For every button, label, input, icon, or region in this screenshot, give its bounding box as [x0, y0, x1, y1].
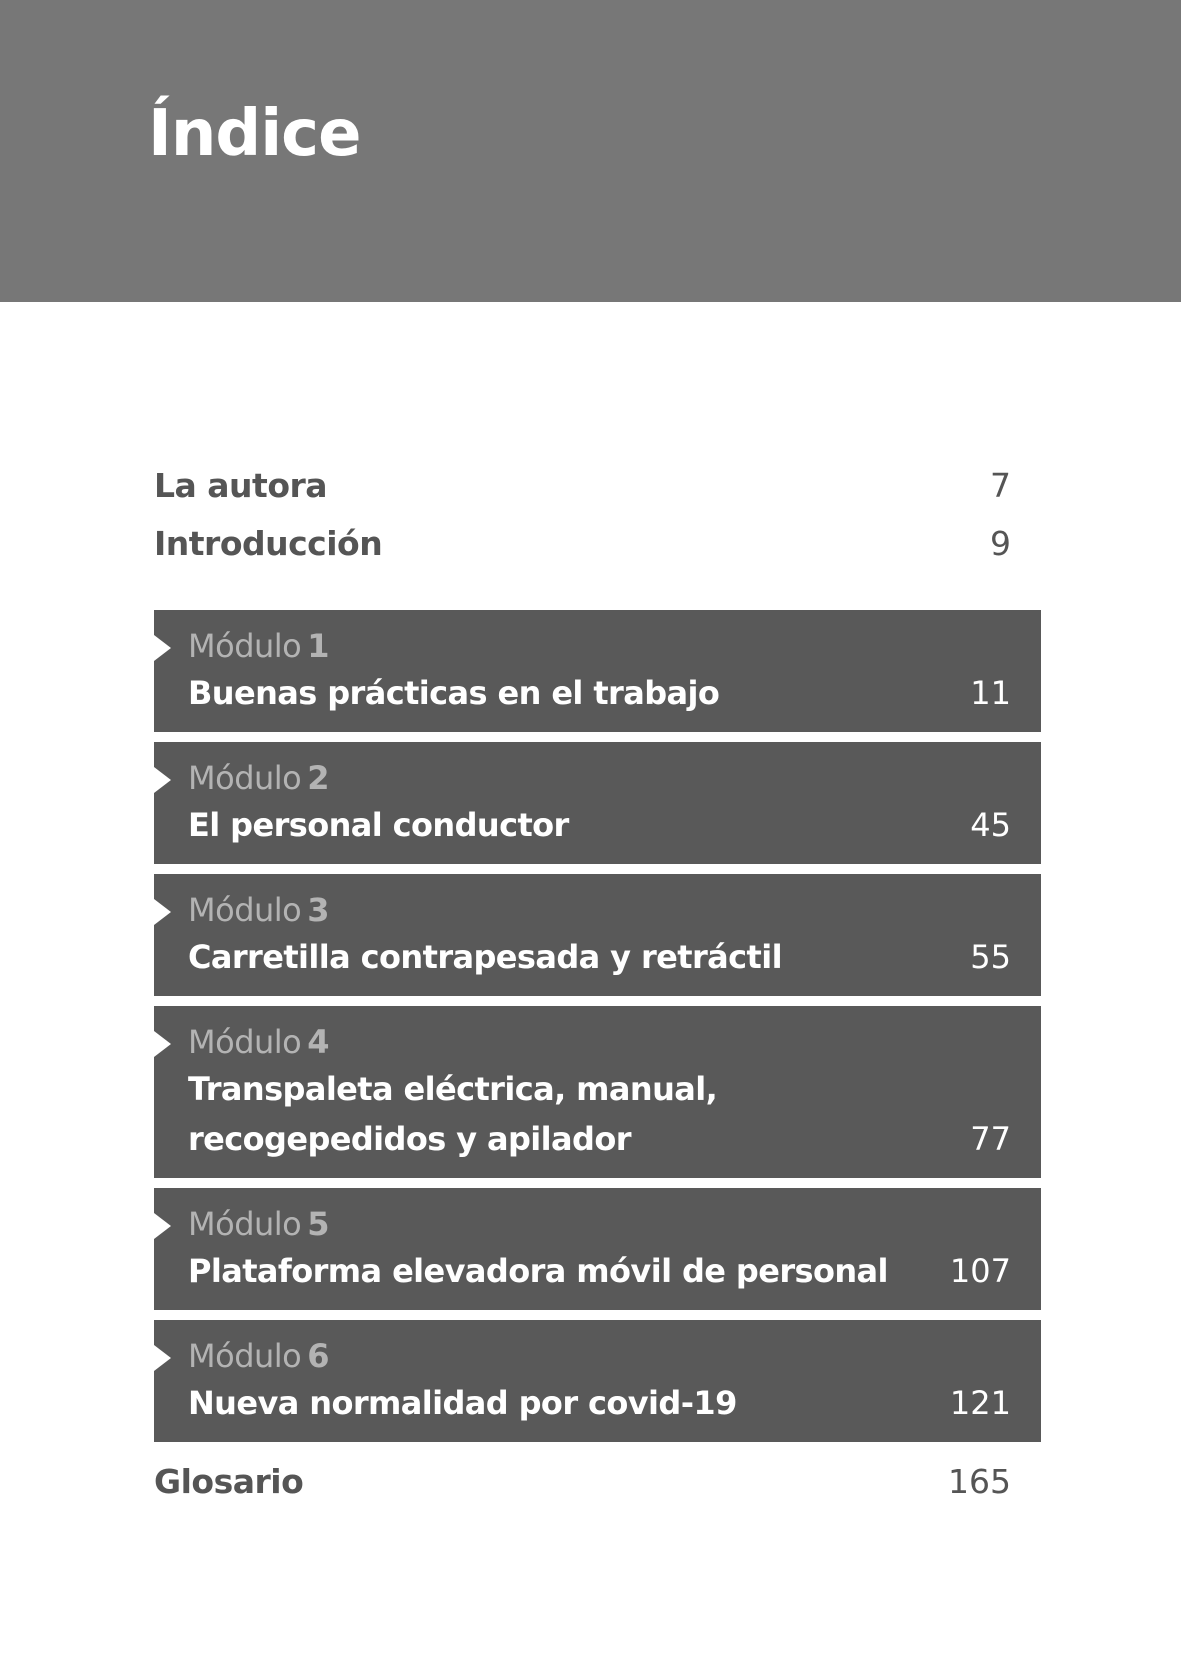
module-label-word: Módulo	[188, 1205, 302, 1243]
module-label-word: Módulo	[188, 891, 302, 929]
module-label-word: Módulo	[188, 1023, 302, 1061]
module-number: 2	[307, 759, 330, 797]
module-number: 3	[307, 891, 330, 929]
entry-page-number: 9	[990, 524, 1011, 563]
entry-title: Glosario	[154, 1462, 304, 1501]
triangle-marker-icon	[154, 1031, 171, 1057]
module-label	[188, 1020, 1011, 1064]
module-number: 4	[307, 1023, 330, 1061]
module-page-number: 121	[949, 1384, 1011, 1422]
toc-module-2[interactable]	[154, 742, 1041, 864]
module-page-number: 77	[970, 1120, 1011, 1158]
table-of-contents	[154, 466, 1041, 1520]
module-page-number: 55	[970, 938, 1011, 976]
toc-module-4[interactable]	[154, 1006, 1041, 1178]
module-label-word: Módulo	[188, 627, 302, 665]
toc-entry-introduction[interactable]	[154, 524, 1041, 582]
module-page-number: 107	[949, 1252, 1011, 1290]
entry-page-number: 165	[948, 1462, 1011, 1501]
triangle-marker-icon	[154, 899, 171, 925]
module-number: 6	[307, 1337, 330, 1375]
module-title: Plataforma elevadora móvil de personal	[188, 1252, 888, 1290]
header-banner	[0, 0, 1181, 302]
module-label-word: Módulo	[188, 1337, 302, 1375]
module-number: 1	[307, 627, 330, 665]
entry-title: La autora	[154, 466, 328, 505]
module-label	[188, 1334, 1011, 1378]
module-title: El personal conductor	[188, 806, 569, 844]
entry-page-number: 7	[990, 466, 1011, 505]
module-label	[188, 756, 1011, 800]
module-label	[188, 1202, 1011, 1246]
toc-module-3[interactable]	[154, 874, 1041, 996]
module-title: Nueva normalidad por covid-19	[188, 1384, 737, 1422]
module-number: 5	[307, 1205, 330, 1243]
triangle-marker-icon	[154, 635, 171, 661]
module-page-number: 45	[970, 806, 1011, 844]
toc-entry-author[interactable]	[154, 466, 1041, 524]
toc-module-5[interactable]	[154, 1188, 1041, 1310]
module-label-word: Módulo	[188, 759, 302, 797]
page-title: Índice	[148, 97, 361, 171]
triangle-marker-icon	[154, 767, 171, 793]
module-title: Carretilla contrapesada y retráctil	[188, 938, 782, 976]
module-title: Buenas prácticas en el trabajo	[188, 674, 720, 712]
module-page-number: 11	[970, 674, 1011, 712]
triangle-marker-icon	[154, 1213, 171, 1239]
toc-module-6[interactable]	[154, 1320, 1041, 1442]
module-title: Transpaleta eléctrica, manual, recogepedidos y apilador	[188, 1070, 718, 1158]
module-label	[188, 624, 1011, 668]
triangle-marker-icon	[154, 1345, 171, 1371]
toc-entry-glossary[interactable]	[154, 1462, 1041, 1520]
entry-title: Introducción	[154, 524, 383, 563]
toc-module-1[interactable]	[154, 610, 1041, 732]
module-label	[188, 888, 1011, 932]
